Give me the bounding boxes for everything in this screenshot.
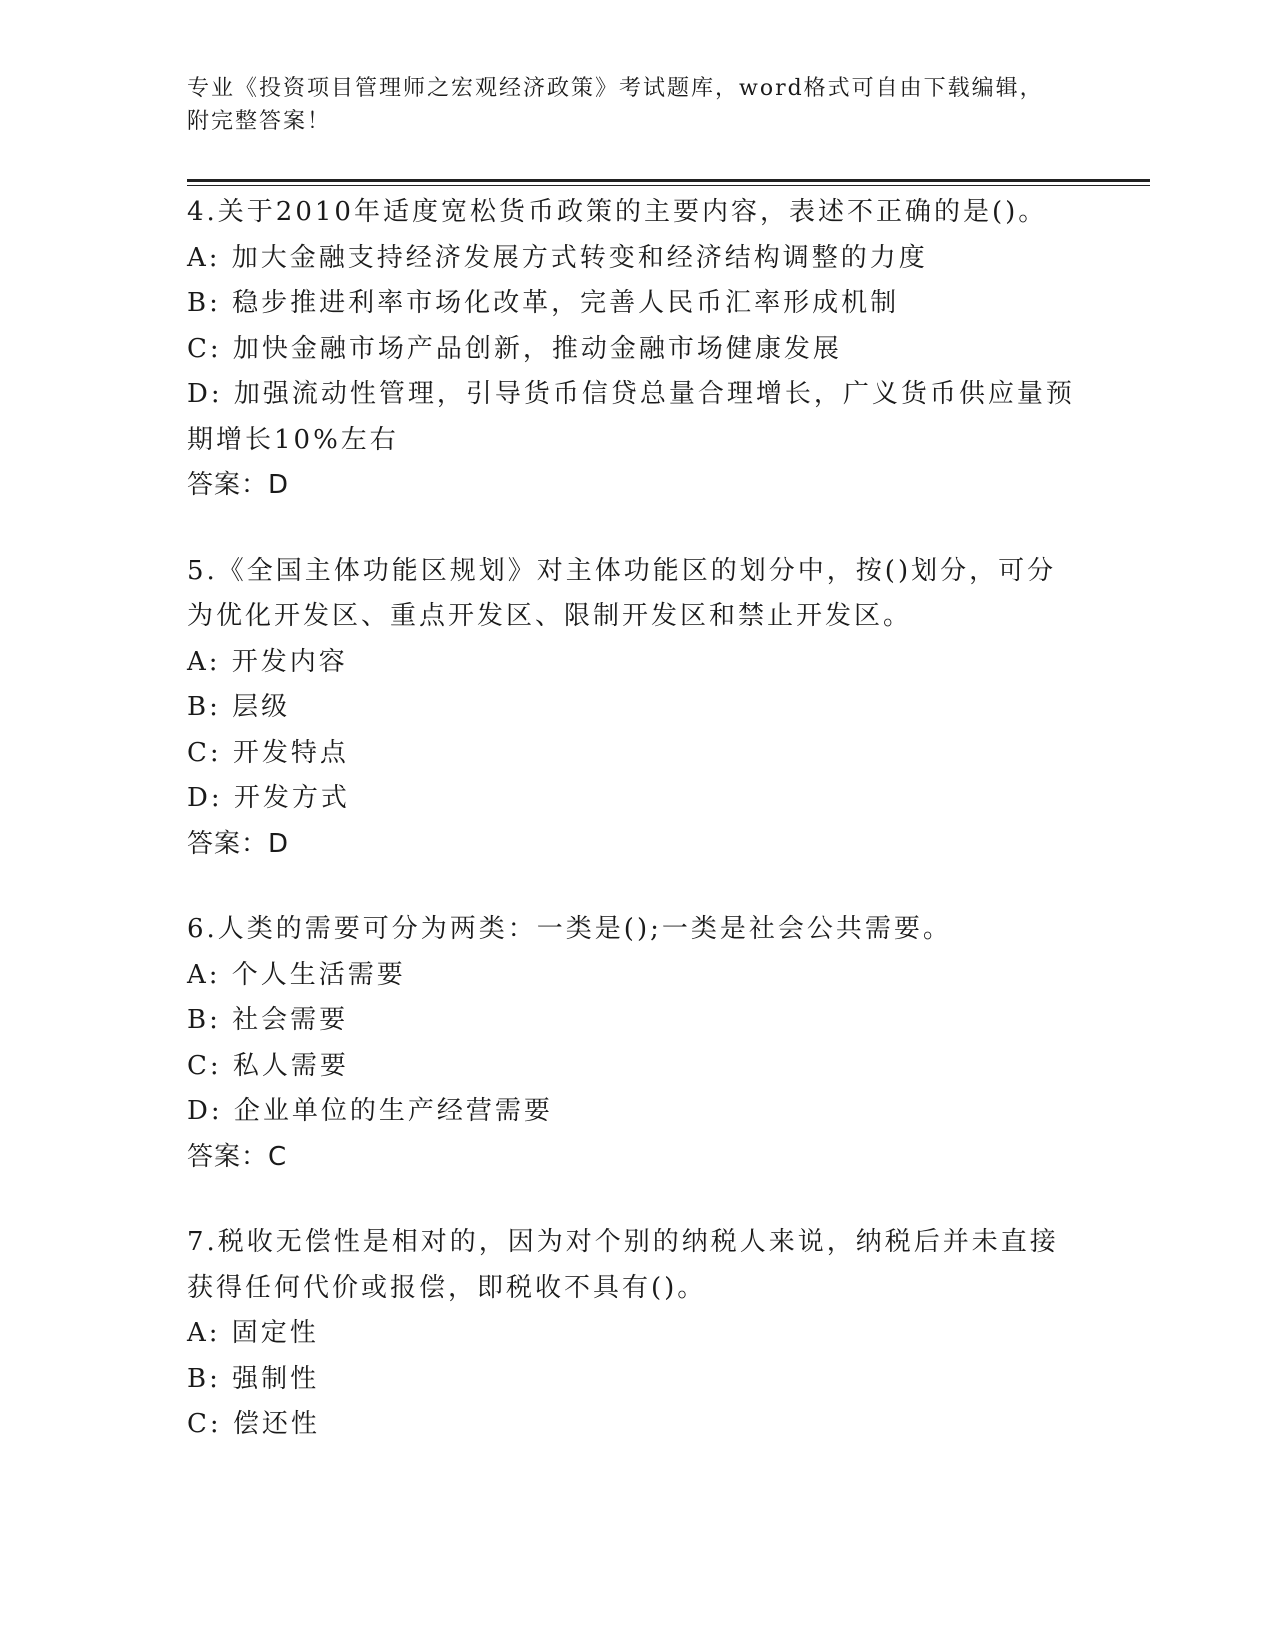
option-line: A: 开发内容 [187,646,348,677]
question-stem-line: 4.关于2010年适度宽松货币政策的主要内容，表述不正确的是()。 [187,197,1048,227]
answer-line: 答案：D [187,828,290,859]
answer-line: 答案：D [187,470,290,500]
question-stem-line: 获得任何代价或报偿，即税收不具有()。 [187,1272,707,1303]
answer-line: 答案：C [187,1141,288,1172]
question-stem-line: 6.人类的需要可分为两类：一类是();一类是社会公共需要。 [187,914,952,944]
option-line: D: 企业单位的生产经营需要 [187,1096,553,1126]
question-list [187,190,1087,1488]
option-line: C: 加快金融市场产品创新，推动金融市场健康发展 [187,333,842,364]
question-5 [187,549,1087,868]
question-6 [187,907,1087,1180]
option-line: B: 社会需要 [187,1005,349,1035]
document-header [187,72,1067,138]
option-line: 期增长10%左右 [187,424,399,455]
option-line: A: 加大金融支持经济发展方式转变和经济结构调整的力度 [187,242,928,273]
header-line-1: 专业《投资项目管理师之宏观经济政策》考试题库，word格式可自由下载编辑， [187,76,1044,101]
question-stem-line: 为优化开发区、重点开发区、限制开发区和禁止开发区。 [187,601,913,631]
option-line: A: 个人生活需要 [187,959,406,990]
option-line: C: 私人需要 [187,1050,349,1081]
option-line: A: 固定性 [187,1318,319,1348]
question-4 [187,190,1087,509]
option-line: B: 强制性 [187,1363,320,1394]
question-7 [187,1220,1087,1448]
option-line: C: 偿还性 [187,1409,320,1439]
header-rule-thick [187,179,1150,182]
option-line: C: 开发特点 [187,737,349,768]
option-line: D: 开发方式 [187,783,350,813]
option-line: B: 层级 [187,692,291,722]
option-line: D: 加强流动性管理，引导货币信贷总量合理增长，广义货币供应量预 [187,379,1075,409]
option-line: B: 稳步推进利率市场化改革，完善人民币汇率形成机制 [187,288,900,318]
header-line-2: 附完整答案！ [187,109,332,134]
header-rule-thin [187,185,1150,186]
question-stem-line: 5.《全国主体功能区规划》对主体功能区的划分中，按()划分，可分 [187,555,1057,586]
question-stem-line: 7.税收无偿性是相对的，因为对个别的纳税人来说，纳税后并未直接 [187,1227,1059,1257]
